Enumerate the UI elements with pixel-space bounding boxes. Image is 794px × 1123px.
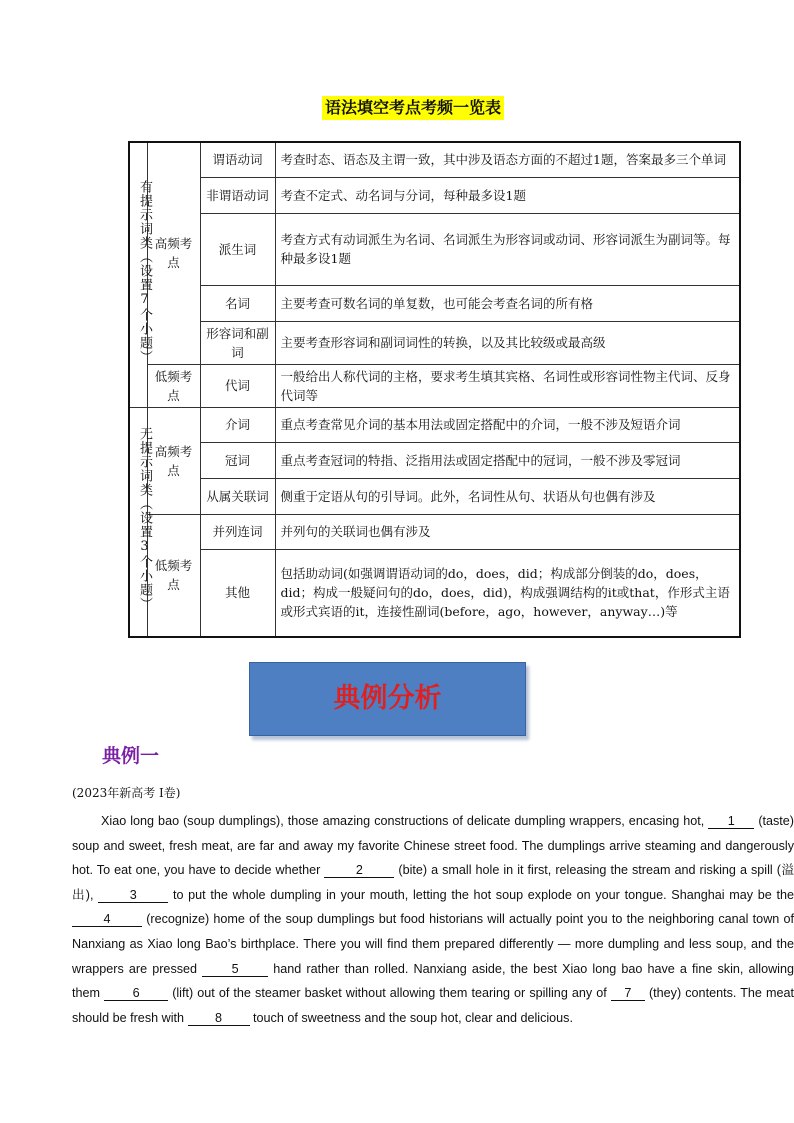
answer-blank[interactable]: 8 [188,1011,250,1026]
answer-blank[interactable]: 7 [611,986,645,1001]
exam-points-table [128,141,741,638]
freq-cell: 低频考点 [147,364,200,407]
point-cell: 冠词 [200,442,275,478]
point-cell: 派生词 [200,213,275,285]
table-row [129,321,740,364]
desc-cell: 侧重于定语从句的引导词。此外，名词性从句、状语从句也偶有涉及 [275,478,740,514]
group-label-unhinted: 无提示词类（设置3个小题） [129,407,147,637]
desc-cell: 一般给出人称代词的主格，要求考生填其宾格、名词性或形容词性物主代词、反身代词等 [275,364,740,407]
passage-text: (lift) out of the steamer basket without allowing them tearing or spilling any of [172,986,607,1001]
passage-text: to put the whole dumpling in your mouth, letting the hot soup explode on your tongue. Shanghai may be the [172,887,794,902]
passage-text: touch of sweetness and the soup hot, clear and delicious. [253,1010,573,1025]
desc-cell: 重点考查冠词的特指、泛指用法或固定搭配中的冠词，一般不涉及零冠词 [275,442,740,478]
point-cell: 从属关联词 [200,478,275,514]
desc-cell: 并列句的关联词也偶有涉及 [275,514,740,549]
passage-text: (they) contents. The meat should be fresh with [72,986,794,1025]
point-cell: 并列连词 [200,514,275,549]
freq-cell: 高频考点 [147,407,200,514]
example-heading: 典例一 [102,745,160,767]
page-title: 语法填空考点考频一览表 [322,96,504,120]
table-row [129,213,740,285]
desc-cell: 包括助动词(如强调谓语动词的do，does，did；构成部分倒装的do，does，did；构成一般疑问句的do，does，did)，构成强调结构的it或that，作形式主语或形式宾语的it，连接性副词(before，ago，however，anyway…)等 [275,549,740,637]
desc-cell: 重点考查常见介词的基本用法或固定搭配中的介词，一般不涉及短语介词 [275,407,740,442]
table-row [129,364,740,407]
desc-cell: 考查时态、语态及主谓一致，其中涉及语态方面的不超过1题，答案最多三个单词 [275,142,740,177]
exam-source: (2023年新高考 I卷) [72,786,181,800]
answer-blank[interactable]: 1 [708,814,754,829]
point-cell: 名词 [200,285,275,321]
reading-passage [72,809,794,1030]
answer-blank[interactable]: 2 [324,863,394,878]
passage-text: hand rather than rolled. Nanxiang aside, the best Xiao long bao have a fine skin, allowing them [72,961,794,1001]
table-row [129,285,740,321]
answer-blank[interactable]: 5 [202,962,268,977]
desc-cell: 考查不定式、动名词与分词，每种最多设1题 [275,177,740,213]
answer-blank[interactable]: 3 [98,888,168,903]
desc-cell: 考查方式有动词派生为名词、名词派生为形容词或动词、形容词派生为副词等。每种最多设1题 [275,213,740,285]
point-cell: 非谓语动词 [200,177,275,213]
point-cell: 代词 [200,364,275,407]
point-cell: 谓语动词 [200,142,275,177]
table-row [129,142,740,177]
desc-cell: 主要考查形容词和副词词性的转换，以及其比较级或最高级 [275,321,740,364]
freq-cell: 高频考点 [147,142,200,364]
answer-blank[interactable]: 6 [104,986,168,1001]
table-row [129,478,740,514]
passage-text: (recognize) home of the soup dumplings but food historians will actually point you to the neighboring canal town of Nanxiang as Xiao long Bao’s birthplace. There you will find them prepared differently — more dumpling and less soup, and the wrappers are pressed [72,912,794,976]
passage-text: (taste) soup and sweet, fresh meat, are far and away my favorite Chinese street food. The dumplings arrive steaming and dangerously hot. To eat one, you have to decide whether [72,814,794,878]
table-row [129,514,740,549]
passage-text: (bite) a small hole in it first, releasing the stream and risking a spill (溢出), [72,863,794,902]
group-label-hinted: 有提示词类（设置7个小题） [129,142,147,407]
freq-cell: 低频考点 [147,514,200,637]
answer-blank[interactable]: 4 [72,912,142,927]
table-row [129,442,740,478]
point-cell: 介词 [200,407,275,442]
passage-text: Xiao long bao (soup dumplings), those amazing constructions of delicate dumpling wrappers, encasing hot, [101,814,705,828]
point-cell: 形容词和副词 [200,321,275,364]
table-row [129,407,740,442]
table-row [129,177,740,213]
section-banner: 典例分析 [249,662,526,736]
point-cell: 其他 [200,549,275,637]
table-row [129,549,740,637]
desc-cell: 主要考查可数名词的单复数，也可能会考查名词的所有格 [275,285,740,321]
